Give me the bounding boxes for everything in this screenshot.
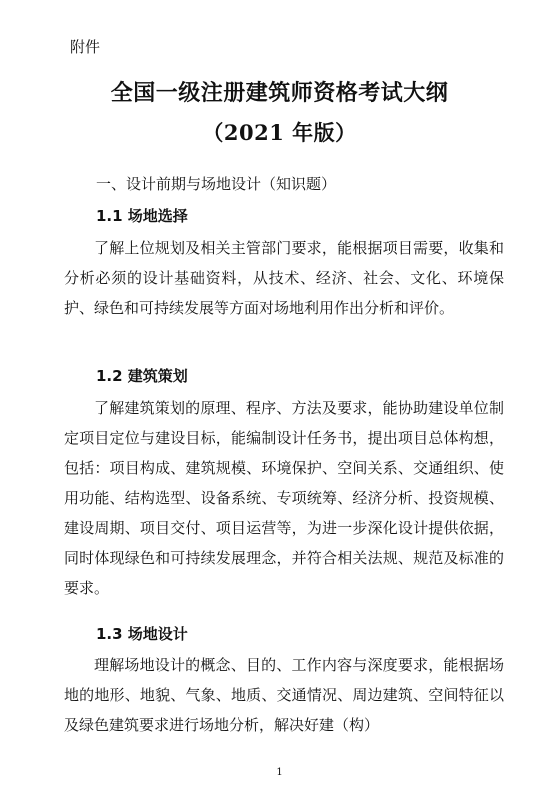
document-title: 全国一级注册建筑师资格考试大纲 (110, 80, 449, 106)
subsection-heading-site-selection: 1.1 场地选择 (96, 207, 188, 225)
section-heading: 一、设计前期与场地设计（知识题） (96, 175, 337, 193)
document-edition: （2021 年版） (202, 120, 357, 145)
paragraph-site-design: 理解场地设计的概念、目的、工作内容与深度要求，能根据场地的地形、地貌、气象、地质、交通情况、周边建筑、空间特征以及绿色建筑要求进行场地分析，解决好建（构） (64, 656, 504, 734)
paragraph-site-selection: 了解上位规划及相关主管部门要求，能根据项目需要，收集和分析必须的设计基础资料，从技术、经济、社会、文化、环境保护、绿色和可持续发展等方面对场地利用作出分析和评价。 (64, 239, 504, 317)
annex-label: 附件 (70, 38, 101, 56)
subsection-heading-architectural-planning: 1.2 建筑策划 (96, 367, 188, 385)
paragraph-architectural-planning: 了解建筑策划的原理、程序、方法及要求，能协助建设单位制定项目定位与建设目标，能编制设计任务书，提出项目总体构想，包括：项目构成、建筑规模、环境保护、空间关系、交通组织、使用功能、结构选型、设备系统、专项统筹、经济分析、投资规模、建设周期、项目交付、项目运营等，为进一步深化设计提供依据，同时体现绿色和可持续发展理念，并符合相关法规、规范及标准的要求。 (64, 399, 504, 597)
subsection-heading-site-design: 1.3 场地设计 (96, 625, 188, 643)
page-number: 1 (276, 767, 283, 778)
